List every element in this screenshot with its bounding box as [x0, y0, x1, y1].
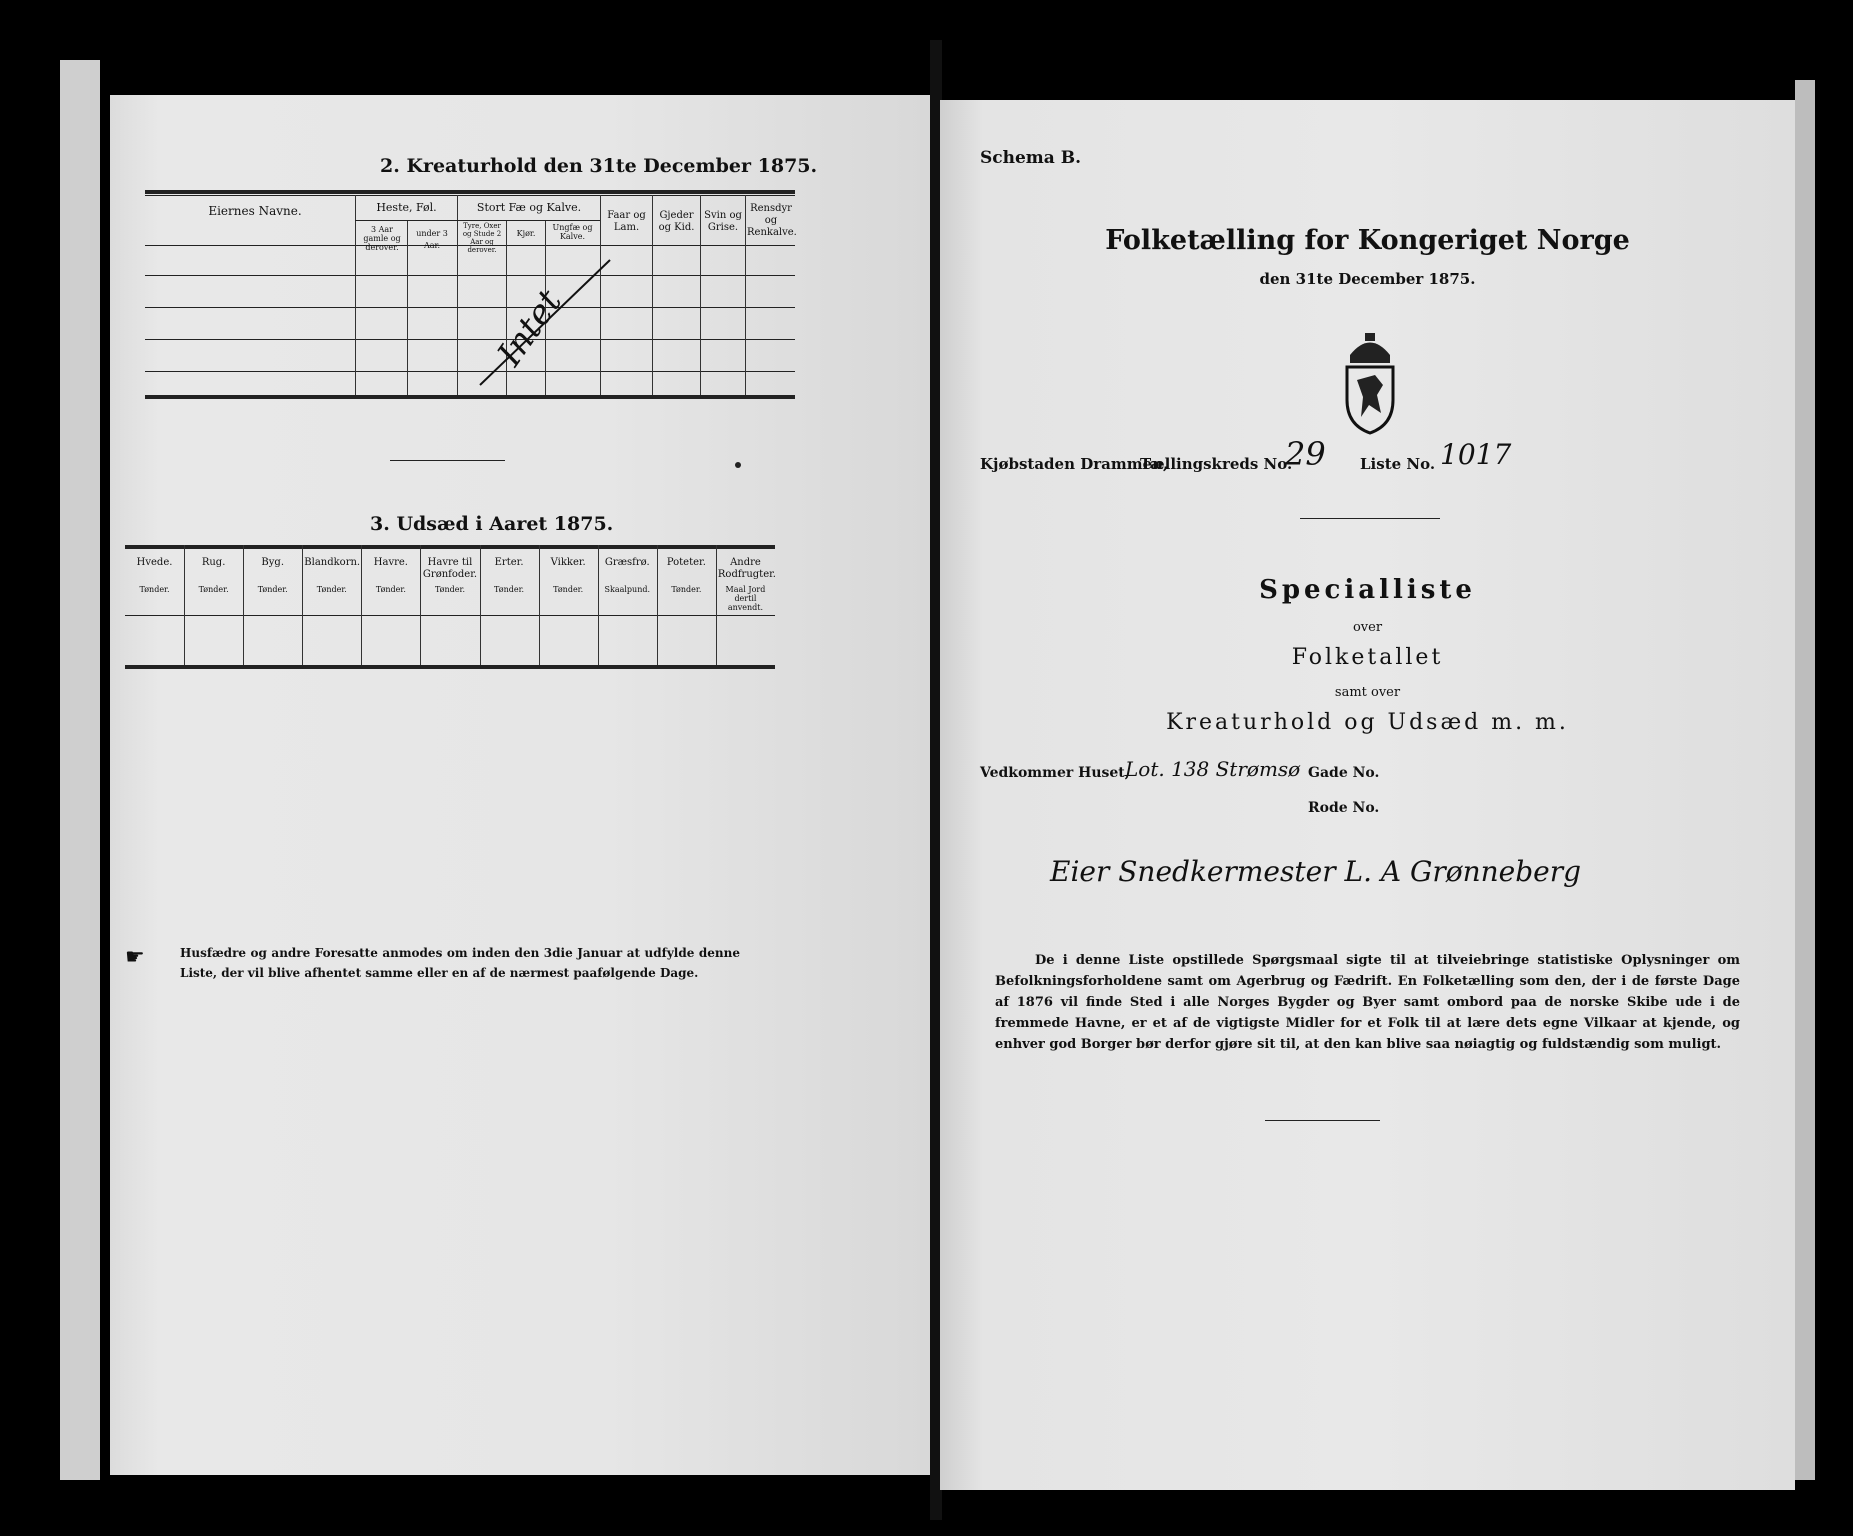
subtitle-folketallet: Folketallet — [1291, 645, 1444, 670]
seed-header-name: Poteter. — [666, 557, 706, 568]
separator — [1300, 518, 1440, 519]
header-sheep: Faar og Lam. — [607, 210, 646, 233]
seed-col-line — [361, 545, 362, 665]
seed-header-unit: Skaalpund. — [604, 585, 651, 594]
seed-col-line — [598, 545, 599, 665]
header-pigs: Svin og Grise. — [704, 210, 742, 233]
header-goats: Gjeder og Kid. — [658, 210, 695, 233]
seed-col-line — [716, 545, 717, 665]
main-title: Folketælling for Kongeriget Norge — [1105, 225, 1630, 256]
seed-col-line — [243, 545, 244, 665]
right-page — [940, 100, 1795, 1490]
seed-header-name: Rug. — [201, 557, 226, 568]
header-cattle: Stort Fæ og Kalve. — [476, 201, 582, 214]
district-value: 29 — [1285, 435, 1326, 473]
seed-header-name: Græsfrø. — [604, 557, 650, 568]
seed-header-name: Vikker. — [550, 557, 586, 568]
seed-header-bottom — [125, 615, 775, 616]
header-cattle-sub3: Ungfæ og Kalve. — [552, 223, 593, 241]
closing-rule — [1265, 1120, 1380, 1121]
info-paragraph: De i denne Liste opstillede Spørgsmaal sigte til at tilveiebringe statistiske Oplysninger om Befolkningsforholdene samt om Agerbrug og Fædrift. En Folketælling som den, der i de første Dage af 1876 vil finde Sted i alle Norges Bygder og Byer samt ombord paa de norske Skibe ude i de fremmede Havne, er et af de vigtigste Midler for et Folk til at lære dets egne Vilkaar at kjende, og enhver god Borger bør derfor gjøre sit til, at den kan blive saa nøiagtig og fuldstændig som muligt. — [995, 953, 1740, 1052]
notice-text: Husfædre og andre Foresatte anmodes om inden den 3die Januar at udfylde denne Liste, der vil blive afhentet samme eller en af de nærmest paafølgende Dage. — [180, 946, 740, 980]
seed-header-name: Havre. — [373, 557, 408, 568]
left-page — [110, 95, 930, 1475]
over-2: samt over — [1334, 685, 1401, 700]
subtitle-kreaturhold: Kreaturhold og Udsæd m. m. — [1166, 710, 1569, 735]
col-line — [652, 195, 653, 395]
seed-header-unit: Tønder. — [553, 585, 584, 594]
header-horses-sub2: under 3 Aar. — [416, 229, 448, 250]
section3-title: 3. Udsæd i Aaret 1875. — [370, 513, 614, 535]
seed-header-unit: Maal Jord dertil anvendt. — [725, 585, 766, 612]
ink-dot — [735, 462, 741, 468]
seed-col-line — [539, 545, 540, 665]
district-label: Tællingskreds No. — [1140, 455, 1293, 473]
right-edge-strip — [1795, 80, 1815, 1480]
left-edge-strip — [60, 60, 100, 1480]
subheader-line — [355, 220, 600, 221]
handwritten-text: Intet — [489, 282, 570, 374]
livestock-table-bottom — [145, 395, 795, 399]
rode-label: Rode No. — [1308, 800, 1380, 816]
seed-col-line — [420, 545, 421, 665]
house-label: Vedkommer Huset, — [980, 765, 1130, 781]
seed-header-unit: Tønder. — [375, 585, 406, 594]
seed-header-unit: Tønder. — [257, 585, 288, 594]
list-label: Liste No. — [1360, 455, 1436, 473]
seed-table-top — [125, 545, 775, 549]
seed-header-name: Havre til Grønfoder. — [422, 557, 478, 580]
pointing-hand-icon: ☛ — [125, 945, 145, 970]
col-line — [355, 195, 356, 395]
seed-header-unit: Tønder. — [139, 585, 170, 594]
seed-header-unit: Tønder. — [198, 585, 229, 594]
seed-col-line — [657, 545, 658, 665]
schema-label: Schema B. — [980, 148, 1082, 168]
separator — [390, 460, 505, 461]
street-suffix: Gade No. — [1308, 765, 1380, 781]
seed-header-name: Andre Rodfrugter. — [717, 557, 776, 580]
owner-handwritten: Eier Snedkermester L. A Grønneberg — [1050, 855, 1582, 888]
header-reindeer: Rensdyr og Renkalve. — [747, 203, 797, 238]
livestock-table-top2 — [145, 195, 795, 196]
seed-header-name: Hvede. — [136, 557, 173, 568]
seed-table-bottom — [125, 665, 775, 669]
header-horses-sub1: 3 Aar gamle og derover. — [363, 225, 401, 252]
seed-col-line — [302, 545, 303, 665]
location-label: Kjøbstaden Drammen, — [980, 455, 1169, 473]
col-line — [700, 195, 701, 395]
over-1: over — [1352, 620, 1383, 635]
seed-col-line — [184, 545, 185, 665]
subtitle-specialliste: Specialliste — [1259, 575, 1476, 605]
norwegian-coat-of-arms-icon — [1335, 325, 1405, 435]
section2-title: 2. Kreaturhold den 31te December 1875. — [380, 155, 818, 177]
header-cattle-sub2: Kjør. — [516, 229, 536, 238]
seed-header-name: Erter. — [494, 557, 524, 568]
seed-header-name: Blandkorn. — [304, 557, 361, 568]
seed-header-unit: Tønder. — [316, 585, 347, 594]
title-date: den 31te December 1875. — [1259, 270, 1476, 288]
col-line — [745, 195, 746, 395]
list-value: 1017 — [1440, 438, 1512, 471]
seed-header-name: Byg. — [261, 557, 284, 568]
handwritten-entry — [450, 255, 620, 395]
header-owner: Eiernes Navne. — [208, 204, 302, 218]
seed-header-unit: Tønder. — [671, 585, 702, 594]
seed-header-unit: Tønder. — [434, 585, 465, 594]
house-value: Lot. 138 Strømsø — [1125, 757, 1301, 781]
seed-header-unit: Tønder. — [494, 585, 525, 594]
livestock-table-top — [145, 190, 795, 194]
header-horses: Heste, Føl. — [376, 201, 437, 214]
seed-col-line — [480, 545, 481, 665]
header-cattle-sub1: Tyre, Oxer og Stude 2 Aar og derover. — [462, 222, 502, 254]
